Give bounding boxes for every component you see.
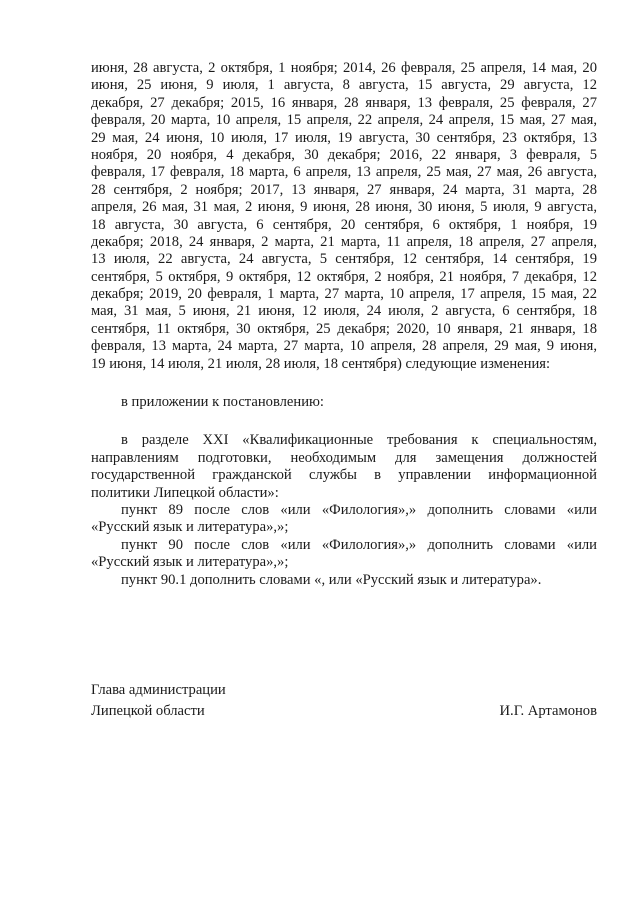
text-line: 19 июня, 14 июля, 21 июля, 28 июля, 18 сентября) следующие изменения: xyxy=(91,355,551,372)
text-line: ноября, 20 ноября, 4 декабря, 30 декабря; 2016, 22 января, 3 февраля, 5 xyxy=(91,146,597,163)
text-line: сентября, 5 октября, 9 октября, 12 октября, 2 ноября, 21 ноября, 7 декабря, 12 xyxy=(91,268,597,285)
text-line: февраля, 20 марта, 10 апреля, 15 апреля, 22 апреля, 24 апреля, 15 мая, 27 мая, xyxy=(91,112,597,129)
item-90 xyxy=(91,537,597,572)
spacer xyxy=(91,411,597,432)
text-line: «Русский язык и литература»,»; xyxy=(91,554,289,571)
signatory-title-line1: Глава администрации xyxy=(91,682,226,698)
text-line: июня, 25 июня, 9 июля, 1 августа, 8 августа, 15 августа, 29 августа, 12 xyxy=(91,77,597,94)
signatory-title-line2: Липецкой области xyxy=(91,703,205,719)
text-line: государственной гражданской службы в управлении информационной xyxy=(91,467,597,484)
text-line: февраля, 13 марта, 24 марта, 27 марта, 10 апреля, 28 апреля, 29 мая, 9 июня, xyxy=(91,338,597,355)
signature-row-2 xyxy=(91,701,597,722)
text-line: 18 августа, 30 августа, 6 сентября, 20 сентября, 6 октября, 1 ноября, 19 xyxy=(91,216,597,233)
signature-block xyxy=(91,680,597,722)
appendix-line: в приложении к постановлению: xyxy=(121,394,324,411)
signature-row-1 xyxy=(91,680,597,701)
spacer xyxy=(91,373,597,394)
text-line: июня, 28 августа, 2 октября, 1 ноября; 2014, 26 февраля, 25 апреля, 14 мая, 20 xyxy=(91,60,597,76)
text-line: декабря; 2018, 24 января, 2 марта, 21 марта, 11 апреля, 18 апреля, 27 апреля, xyxy=(91,233,597,250)
text-line: 13 июля, 22 августа, 24 августа, 5 сентября, 12 сентября, 14 сентября, 19 xyxy=(91,251,597,268)
section-paragraph xyxy=(91,432,597,502)
document-body xyxy=(91,60,597,589)
text-line: мая, 31 мая, 5 июня, 21 июня, 12 июля, 24 июля, 2 августа, 6 сентября, 18 xyxy=(91,303,597,320)
text-line: пункт 89 после слов «или «Филология»,» дополнить словами «или xyxy=(121,501,597,518)
text-line: «Русский язык и литература»,»; xyxy=(91,519,289,536)
text-line: пункт 90 после слов «или «Филология»,» дополнить словами «или xyxy=(121,536,597,553)
item-90-1: пункт 90.1 дополнить словами «, или «Русский язык и литература». xyxy=(121,571,542,588)
text-line: апреля, 26 мая, 31 мая, 2 июня, 9 июня, 28 июня, 30 июня, 5 июля, 9 августа, xyxy=(91,199,597,216)
text-line: политики Липецкой области»: xyxy=(91,484,279,501)
text-line: февраля, 17 февраля, 18 марта, 6 апреля, 13 апреля, 25 мая, 27 мая, 26 августа, xyxy=(91,164,597,181)
text-line: декабря, 27 декабря; 2015, 16 января, 28 января, 13 февраля, 25 февраля, 27 xyxy=(91,94,597,111)
dates-paragraph xyxy=(91,60,597,373)
text-line: 29 мая, 24 июня, 10 июля, 17 июля, 19 августа, 30 сентября, 23 октября, 13 xyxy=(91,129,597,146)
text-line: декабря; 2019, 20 февраля, 1 марта, 27 марта, 10 апреля, 17 апреля, 15 мая, 22 xyxy=(91,286,597,303)
text-line: сентября, 11 октября, 30 октября, 25 декабря; 2020, 10 января, 21 января, 18 xyxy=(91,320,597,337)
signatory-name: И.Г. Артамонов xyxy=(499,703,597,719)
text-line: направлениям подготовки, необходимым для замещения должностей xyxy=(91,449,597,466)
text-line: 28 сентября, 2 ноября; 2017, 13 января, 27 января, 24 марта, 31 марта, 28 xyxy=(91,181,597,198)
text-line: в разделе XXI «Квалификационные требования к специальностям, xyxy=(121,432,597,449)
item-89 xyxy=(91,502,597,537)
